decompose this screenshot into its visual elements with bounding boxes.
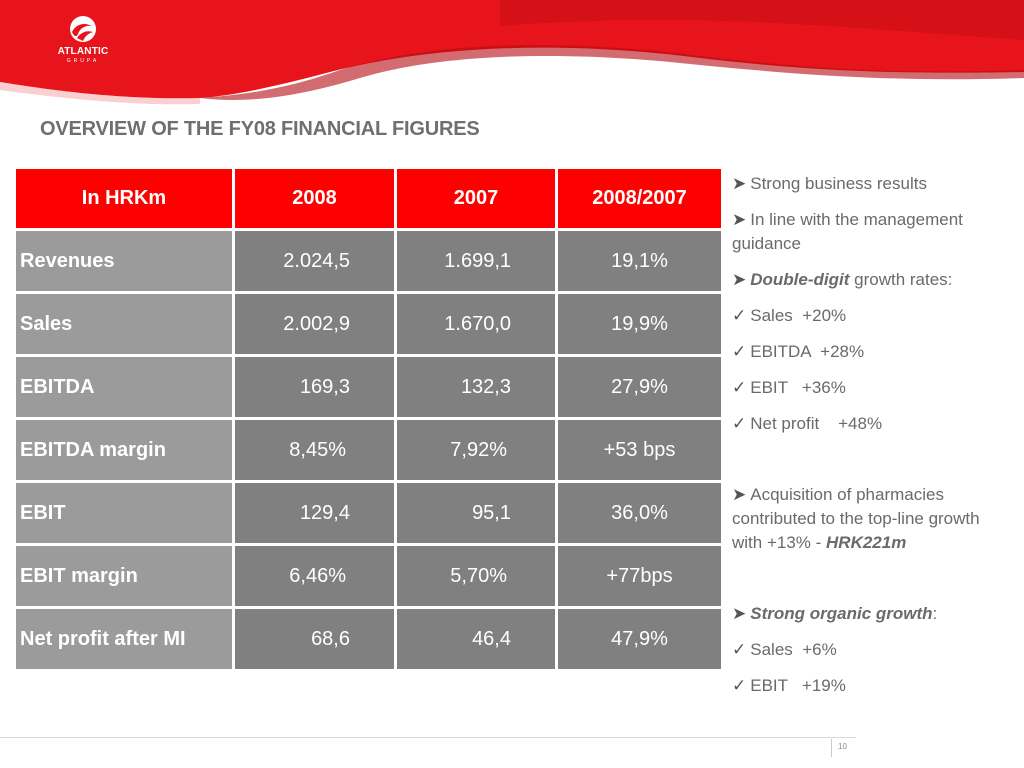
arrow-bullet-icon: ➤: [732, 210, 747, 229]
check-icon: ✓: [732, 342, 747, 361]
check-icon: ✓: [732, 676, 747, 695]
bullet-organic-ebit: [732, 674, 1012, 698]
value-2007: 95,1: [396, 482, 557, 545]
bullet-text: EBIT +36%: [750, 378, 846, 397]
arrow-bullet-icon: ➤: [732, 174, 747, 193]
bullet-guidance: [732, 208, 1012, 256]
row-label: Sales: [15, 293, 234, 356]
value-change: +77bps: [557, 545, 723, 608]
value-2007: 1.670,0: [396, 293, 557, 356]
logo-text: ATLANTIC: [57, 46, 109, 57]
bullet-emphasis: Strong organic growth: [750, 604, 933, 623]
check-icon: ✓: [732, 378, 747, 397]
value-2007: 1.699,1: [396, 230, 557, 293]
header-swoosh: [0, 0, 1024, 110]
bullet-emphasis: HRK221m: [826, 533, 907, 552]
arrow-bullet-icon: ➤: [732, 485, 747, 504]
value-change: +53 bps: [557, 419, 723, 482]
header-cell-change: 2008/2007: [557, 168, 723, 230]
value-2007: 132,3: [396, 356, 557, 419]
table-row: [15, 230, 723, 293]
bullet-text: Sales +6%: [750, 640, 837, 659]
bullet-text: Strong business results: [750, 174, 927, 193]
bullet-text: growth rates:: [849, 270, 953, 289]
value-change: 27,9%: [557, 356, 723, 419]
table-row: [15, 545, 723, 608]
bullet-strong-results: [732, 172, 1012, 196]
value-2007: 46,4: [396, 608, 557, 671]
atlantic-logo: [52, 14, 114, 74]
value-2008: 2.024,5: [234, 230, 396, 293]
value-2008: 2.002,9: [234, 293, 396, 356]
bullet-ebitda: [732, 340, 1012, 364]
table-header-row: [15, 168, 723, 230]
logo-wave-icon: [68, 14, 98, 44]
value-2008: 169,3: [234, 356, 396, 419]
bullet-ebit: [732, 376, 1012, 400]
bullet-text: Sales +20%: [750, 306, 847, 325]
table-row: [15, 293, 723, 356]
row-label: Revenues: [15, 230, 234, 293]
bullet-text: EBITDA +28%: [750, 342, 865, 361]
value-change: 19,9%: [557, 293, 723, 356]
value-2008: 6,46%: [234, 545, 396, 608]
value-change: 47,9%: [557, 608, 723, 671]
bullet-text: In line with the management guidance: [732, 210, 963, 253]
bullet-organic: [732, 602, 1012, 626]
row-label: EBIT: [15, 482, 234, 545]
bullet-sales: [732, 304, 1012, 328]
bullet-text: Net profit +48%: [750, 414, 883, 433]
footer-separator: [831, 739, 832, 757]
arrow-bullet-icon: ➤: [732, 604, 747, 623]
row-label: EBITDA margin: [15, 419, 234, 482]
footer-divider: [0, 737, 856, 738]
value-2008: 129,4: [234, 482, 396, 545]
bullet-double-digit: [732, 268, 1012, 292]
bullet-text: Acquisition of pharmacies contributed to the top-line growth with +13% -: [732, 485, 980, 552]
value-2008: 68,6: [234, 608, 396, 671]
value-2007: 5,70%: [396, 545, 557, 608]
value-change: 19,1%: [557, 230, 723, 293]
value-2008: 8,45%: [234, 419, 396, 482]
table-row: [15, 419, 723, 482]
check-icon: ✓: [732, 640, 747, 659]
row-label: EBITDA: [15, 356, 234, 419]
header-cell-unit: In HRKm: [15, 168, 234, 230]
table-row: [15, 482, 723, 545]
bullet-text: :: [932, 604, 938, 623]
value-2007: 7,92%: [396, 419, 557, 482]
page-number: 10: [838, 742, 847, 751]
bullet-acquisition: [732, 483, 1012, 555]
financial-figures-table: [13, 166, 724, 672]
table-row: [15, 356, 723, 419]
value-change: 36,0%: [557, 482, 723, 545]
check-icon: ✓: [732, 414, 747, 433]
logo-subtext: GRUPA: [66, 58, 100, 64]
bullet-organic-sales: [732, 638, 1012, 662]
bullet-emphasis: Double-digit: [750, 270, 850, 289]
row-label: Net profit after MI: [15, 608, 234, 671]
bullet-net-profit: [732, 412, 1012, 436]
header-cell-2008: 2008: [234, 168, 396, 230]
bullet-text: EBIT +19%: [750, 676, 846, 695]
row-label: EBIT margin: [15, 545, 234, 608]
slide-title: OVERVIEW OF THE FY08 FINANCIAL FIGURES: [40, 118, 480, 140]
arrow-bullet-icon: ➤: [732, 270, 747, 289]
check-icon: ✓: [732, 306, 747, 325]
table-row: [15, 608, 723, 671]
header-cell-2007: 2007: [396, 168, 557, 230]
